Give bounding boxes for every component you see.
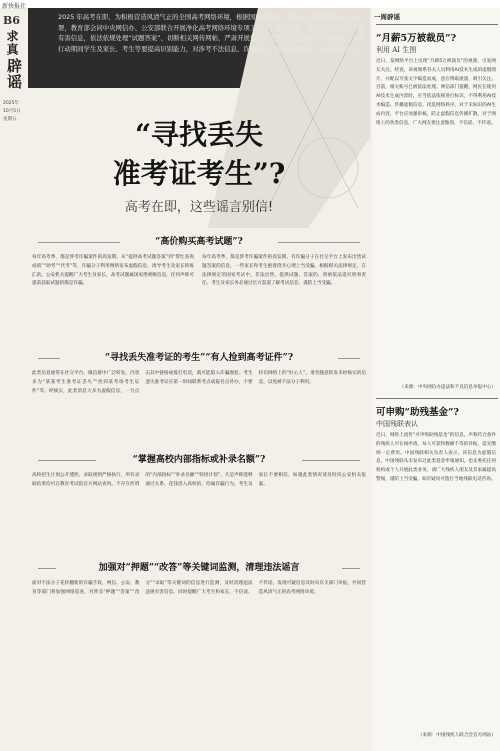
date-day: 10月5日 <box>3 109 21 114</box>
page-number: B6 <box>3 14 20 27</box>
headline-line-2: 准考证考生”? <box>112 157 286 190</box>
section-4-title: 加强对“押题”“改答”等关键词监测，清理违法谣言 <box>56 560 342 573</box>
banner-lead-text: 2025 年高考在即，为积极营造风清气正的全国高考网络环境，根据国家教育统一考试工作部际联席会议部署，教育部会同中央网信办、公安部联合开展净化高考网络环境专项工作。三部门通报、重申在排查清理违规有害信息，依法依规处理“试题答案”、切断相关网传网帖，严肃开展依法打击涉考违法犯罪等专项行动，专项行动期间学生及家长、考生等要提高识别能力，对涉考不法信息、诈骗信息，现谨以此提示，安全度过高考。 <box>58 13 365 53</box>
column-name: 辟谣 <box>5 58 23 90</box>
rumor-1-source: （来源：中央网信办违法和不良信息举报中心） <box>399 385 496 390</box>
date-weekday: 星期五 <box>3 117 17 122</box>
rumor-2-subtitle: 中国残联表认 <box>376 420 418 428</box>
rumor-1-subtitle: 利用 AI 生图 <box>376 46 417 54</box>
divider <box>376 398 498 399</box>
subheadline: 高考在即，这些谣言别信! <box>124 200 274 215</box>
right-column-label: 一周辟谣 <box>374 13 400 21</box>
rumor-1-title: “月薪5万被裁员”? <box>376 33 457 44</box>
section-1-text-left: 每年高考季，都是涉考诈骗案件的高发期。从“提供高考试题答案”到“帮忙查询成绩”“助考”“代考”等，诈骗分子利用网络发布虚假信息，诱导考生及家长转账汇款。公安机关提醒广大考生及家长，高考试题属国家绝密级信息，任何声称可提前获取试题的都是诈骗。 <box>32 255 194 287</box>
section-2-title: “寻找丢失准考证的考生”“有人捡到高考证件”? <box>60 350 338 363</box>
rumor-2-source: （来源：中国残疾人联合会官方网站） <box>417 733 496 738</box>
masthead-strip <box>0 0 500 8</box>
section-1-text-right: 每年高考季，都是涉考诈骗案件的高发期。有诈骗分子在社交平台上发布出售试题答案的信息，一些家长和考生抱着侥幸心理上当受骗。根据相关法律规定，在法律规定的国家考试中，非法出售、提供试题、答案的，将被依法追究刑事责任。考生及家长务必通过官方渠道了解考试信息，谨防上当受骗。 <box>202 255 366 287</box>
section-3-title: “掌握高校内部指标或补录名额”? <box>96 452 302 465</box>
rumor-1-text: 近日，某网络平台上出现“月薪5万被裁员”的视频，引发网友关注。经查，该视频系有关人员利用AI技术生成的虚假图片，并配以夸张文字编造而成，意在博取流量，吸引关注。目前，相关账号已被依法处理。网信部门提醒，网民在使用AI技术生成内容时，应当依法依规进行标识，不得利用AI技术编造、传播虚假信息，扰乱网络秩序。对于未标识的AI生成内容，平台应加强审核，防止虚假信息传播扩散。对于网络上的各类信息，广大网友要注意甄别，不信谣、不传谣。 <box>376 59 496 126</box>
headline <box>28 115 370 193</box>
rumor-2-title: 可申购“助残基金”? <box>376 407 459 418</box>
date-year: 2025年 <box>3 101 19 106</box>
section-2-text: 此类信息通常在社交平台、微信群中广泛转发，内容多为“某某考生准考证丢失”“捡到某考场考生证件”等。经核实，此类消息大多为虚假信息，一旦点击其中链接或拨打电话，就可能陷入诈骗圈套。考生遗失准考证应第一时间联系考点或报名点补办，不要轻信网络上的“好心人”。请勿随意转发未经核实的信息，以免被不法分子利用。 <box>32 371 366 394</box>
section-4-text: 面对不法分子花样翻新的诈骗手段，网信、公安、教育等部门将加强网络巡查，对涉及“押题”“答案”“改分”“录取”等关键词的信息进行监测，及时清理违法违规有害信息。同时提醒广大考生和家长，不信谣、不传谣，发现可疑信息及时向有关部门举报，共同营造风清气正的高考网络环境。 <box>32 581 366 595</box>
headline-line-1: “寻找丢失 <box>134 118 264 151</box>
divider <box>376 24 498 25</box>
section-name: 求真 <box>5 30 19 56</box>
section-3-text: 高校招生计划公开透明，录取规则严格执行，所有录取结果均可在教育考试院官方网站查询。不存在所谓的“内部指标”“补录名额”“特招计划”。凡是声称能够通过关系、花钱进入高校的，均属诈骗行为。考生及家长不要相信，如遇此类情况请及时向公安机关报案。 <box>32 473 366 487</box>
section-1-title: “高价购买高考试题”? <box>120 234 278 247</box>
rumor-2-text: 近日，网络上流传“可申购助残基金”的信息，声称符合条件的残疾人可在线申请，每人可获得数额不等的补贴，需先缴纳一定费用。中国残联相关负责人表示，该信息为虚假信息，中国残联从未发布过此类基金申领通知，也未委托任何机构或个人开展此类业务。请广大残疾人朋友及其家属提高警惕，谨防上当受骗，如有疑问可拨打当地残联电话咨询。 <box>376 433 496 482</box>
paper-name: 新快报社 <box>2 3 27 10</box>
